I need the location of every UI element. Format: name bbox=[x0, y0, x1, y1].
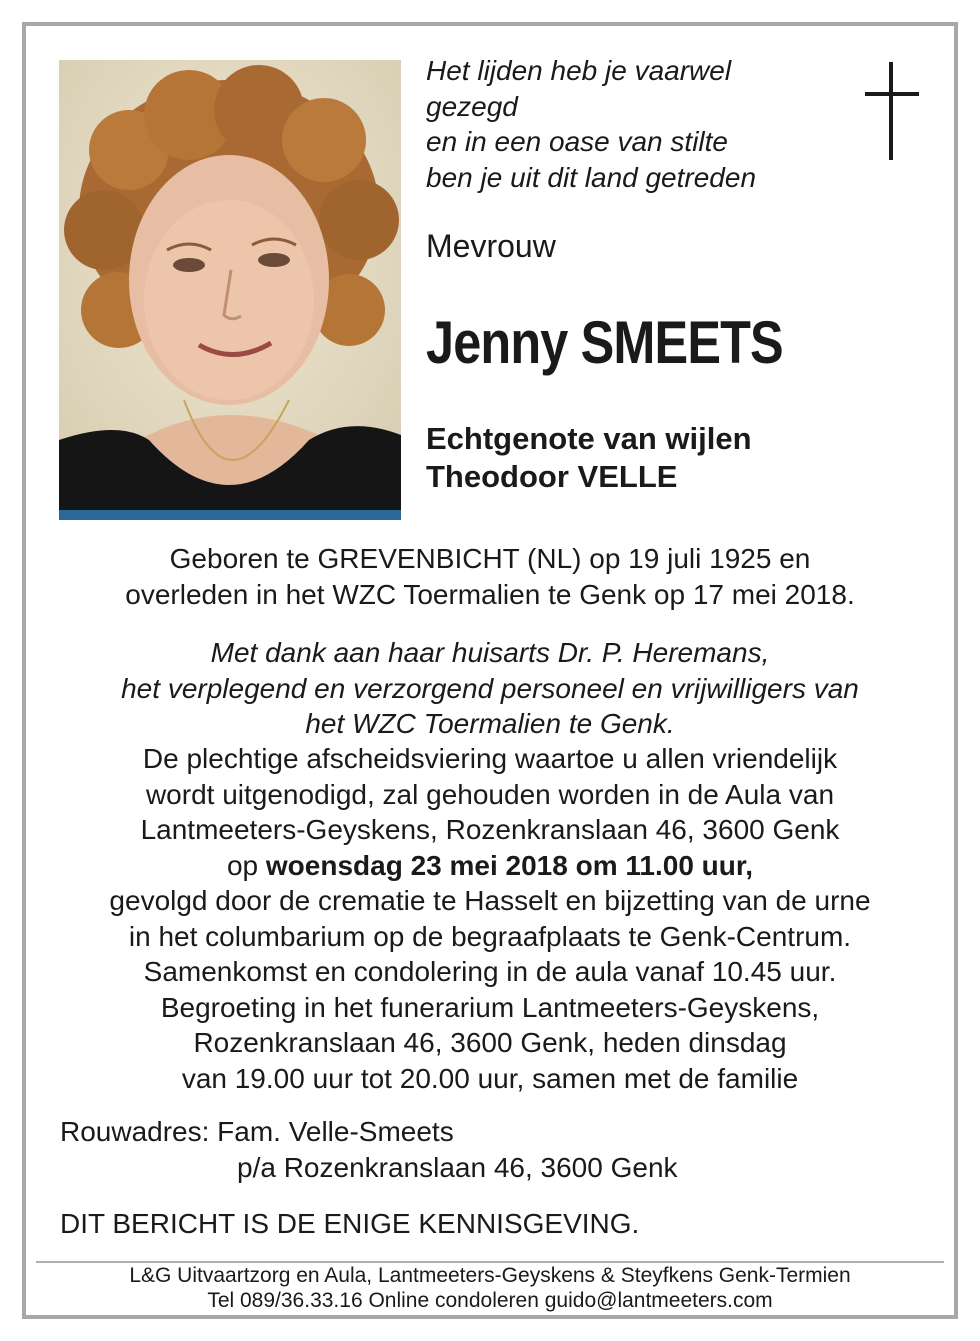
thanks-line: Met dank aan haar huisarts Dr. P. Heremans, bbox=[210, 637, 770, 668]
footer-line-2: Tel 089/36.33.16 Online condoleren guido@lantmeeters.com bbox=[207, 1288, 773, 1312]
service-date: woensdag 23 mei 2018 om 11.00 uur, bbox=[265, 849, 754, 881]
notice: DIT BERICHT IS DE ENIGE KENNISGEVING. bbox=[60, 1208, 640, 1239]
service-line: Lantmeeters-Geyskens, Rozenkranslaan 46, 3600 Genk bbox=[140, 814, 840, 845]
portrait-photo bbox=[59, 60, 401, 520]
service-line: wordt uitgenodigd, zal gehouden worden in de Aula van bbox=[145, 778, 835, 810]
cross-icon bbox=[862, 62, 922, 160]
service-details bbox=[40, 741, 940, 1096]
footer bbox=[40, 1264, 940, 1313]
service-line: De plechtige afscheidsviering waartoe u allen vriendelijk bbox=[142, 743, 838, 774]
service-line: van 19.00 uur tot 20.00 uur, samen met de familie bbox=[181, 1062, 799, 1094]
service-line: Begroeting in het funerarium Lantmeeters-Geyskens, bbox=[160, 991, 820, 1023]
divider bbox=[36, 1261, 944, 1263]
address-line-2: p/a Rozenkranslaan 46, 3600 Genk bbox=[237, 1151, 678, 1183]
thanks-line: het WZC Toermalien te Genk. bbox=[305, 708, 675, 739]
service-date-line bbox=[40, 848, 940, 884]
date-prefix: op bbox=[226, 849, 266, 881]
death-line: overleden in het WZC Toermalien te Genk op 17 mei 2018. bbox=[125, 578, 855, 610]
address-line-1: Rouwadres: Fam. Velle-Smeets bbox=[60, 1116, 454, 1147]
poem-line: gezegd bbox=[426, 90, 518, 122]
portrait-illustration bbox=[59, 60, 401, 520]
deceased-name: Jenny SMEETS bbox=[426, 309, 783, 376]
service-line: Samenkomst en condolering in de aula vanaf 10.45 uur. bbox=[143, 956, 837, 987]
service-line: in het columbarium op de begraafplaats te Genk-Centrum. bbox=[128, 920, 852, 952]
birth-line: Geboren te GREVENBICHT (NL) op 19 juli 1925 en bbox=[169, 543, 811, 574]
acknowledgement bbox=[40, 635, 940, 742]
spouse-line-1: Echtgenote van wijlen bbox=[426, 421, 752, 456]
birth-death-info bbox=[40, 541, 940, 612]
poem-line: Het lijden heb je vaarwel bbox=[426, 55, 732, 86]
poem bbox=[426, 53, 846, 195]
footer-line-1: L&G Uitvaartzorg en Aula, Lantmeeters-Geyskens & Steyfkens Genk-Termien bbox=[129, 1264, 851, 1287]
honorific: Mevrouw bbox=[426, 228, 556, 264]
mourning-address bbox=[60, 1114, 678, 1185]
service-line: Rozenkranslaan 46, 3600 Genk, heden dinsdag bbox=[193, 1027, 787, 1058]
poem-line: ben je uit dit land getreden bbox=[426, 161, 757, 193]
service-line: gevolgd door de crematie te Hasselt en bijzetting van de urne bbox=[109, 885, 871, 916]
spouse-line-2: Theodoor VELLE bbox=[426, 459, 678, 494]
thanks-line: het verplegend en verzorgend personeel en vrijwilligers van bbox=[121, 672, 859, 704]
poem-line: en in een oase van stilte bbox=[426, 126, 728, 157]
spouse-info bbox=[426, 420, 752, 496]
